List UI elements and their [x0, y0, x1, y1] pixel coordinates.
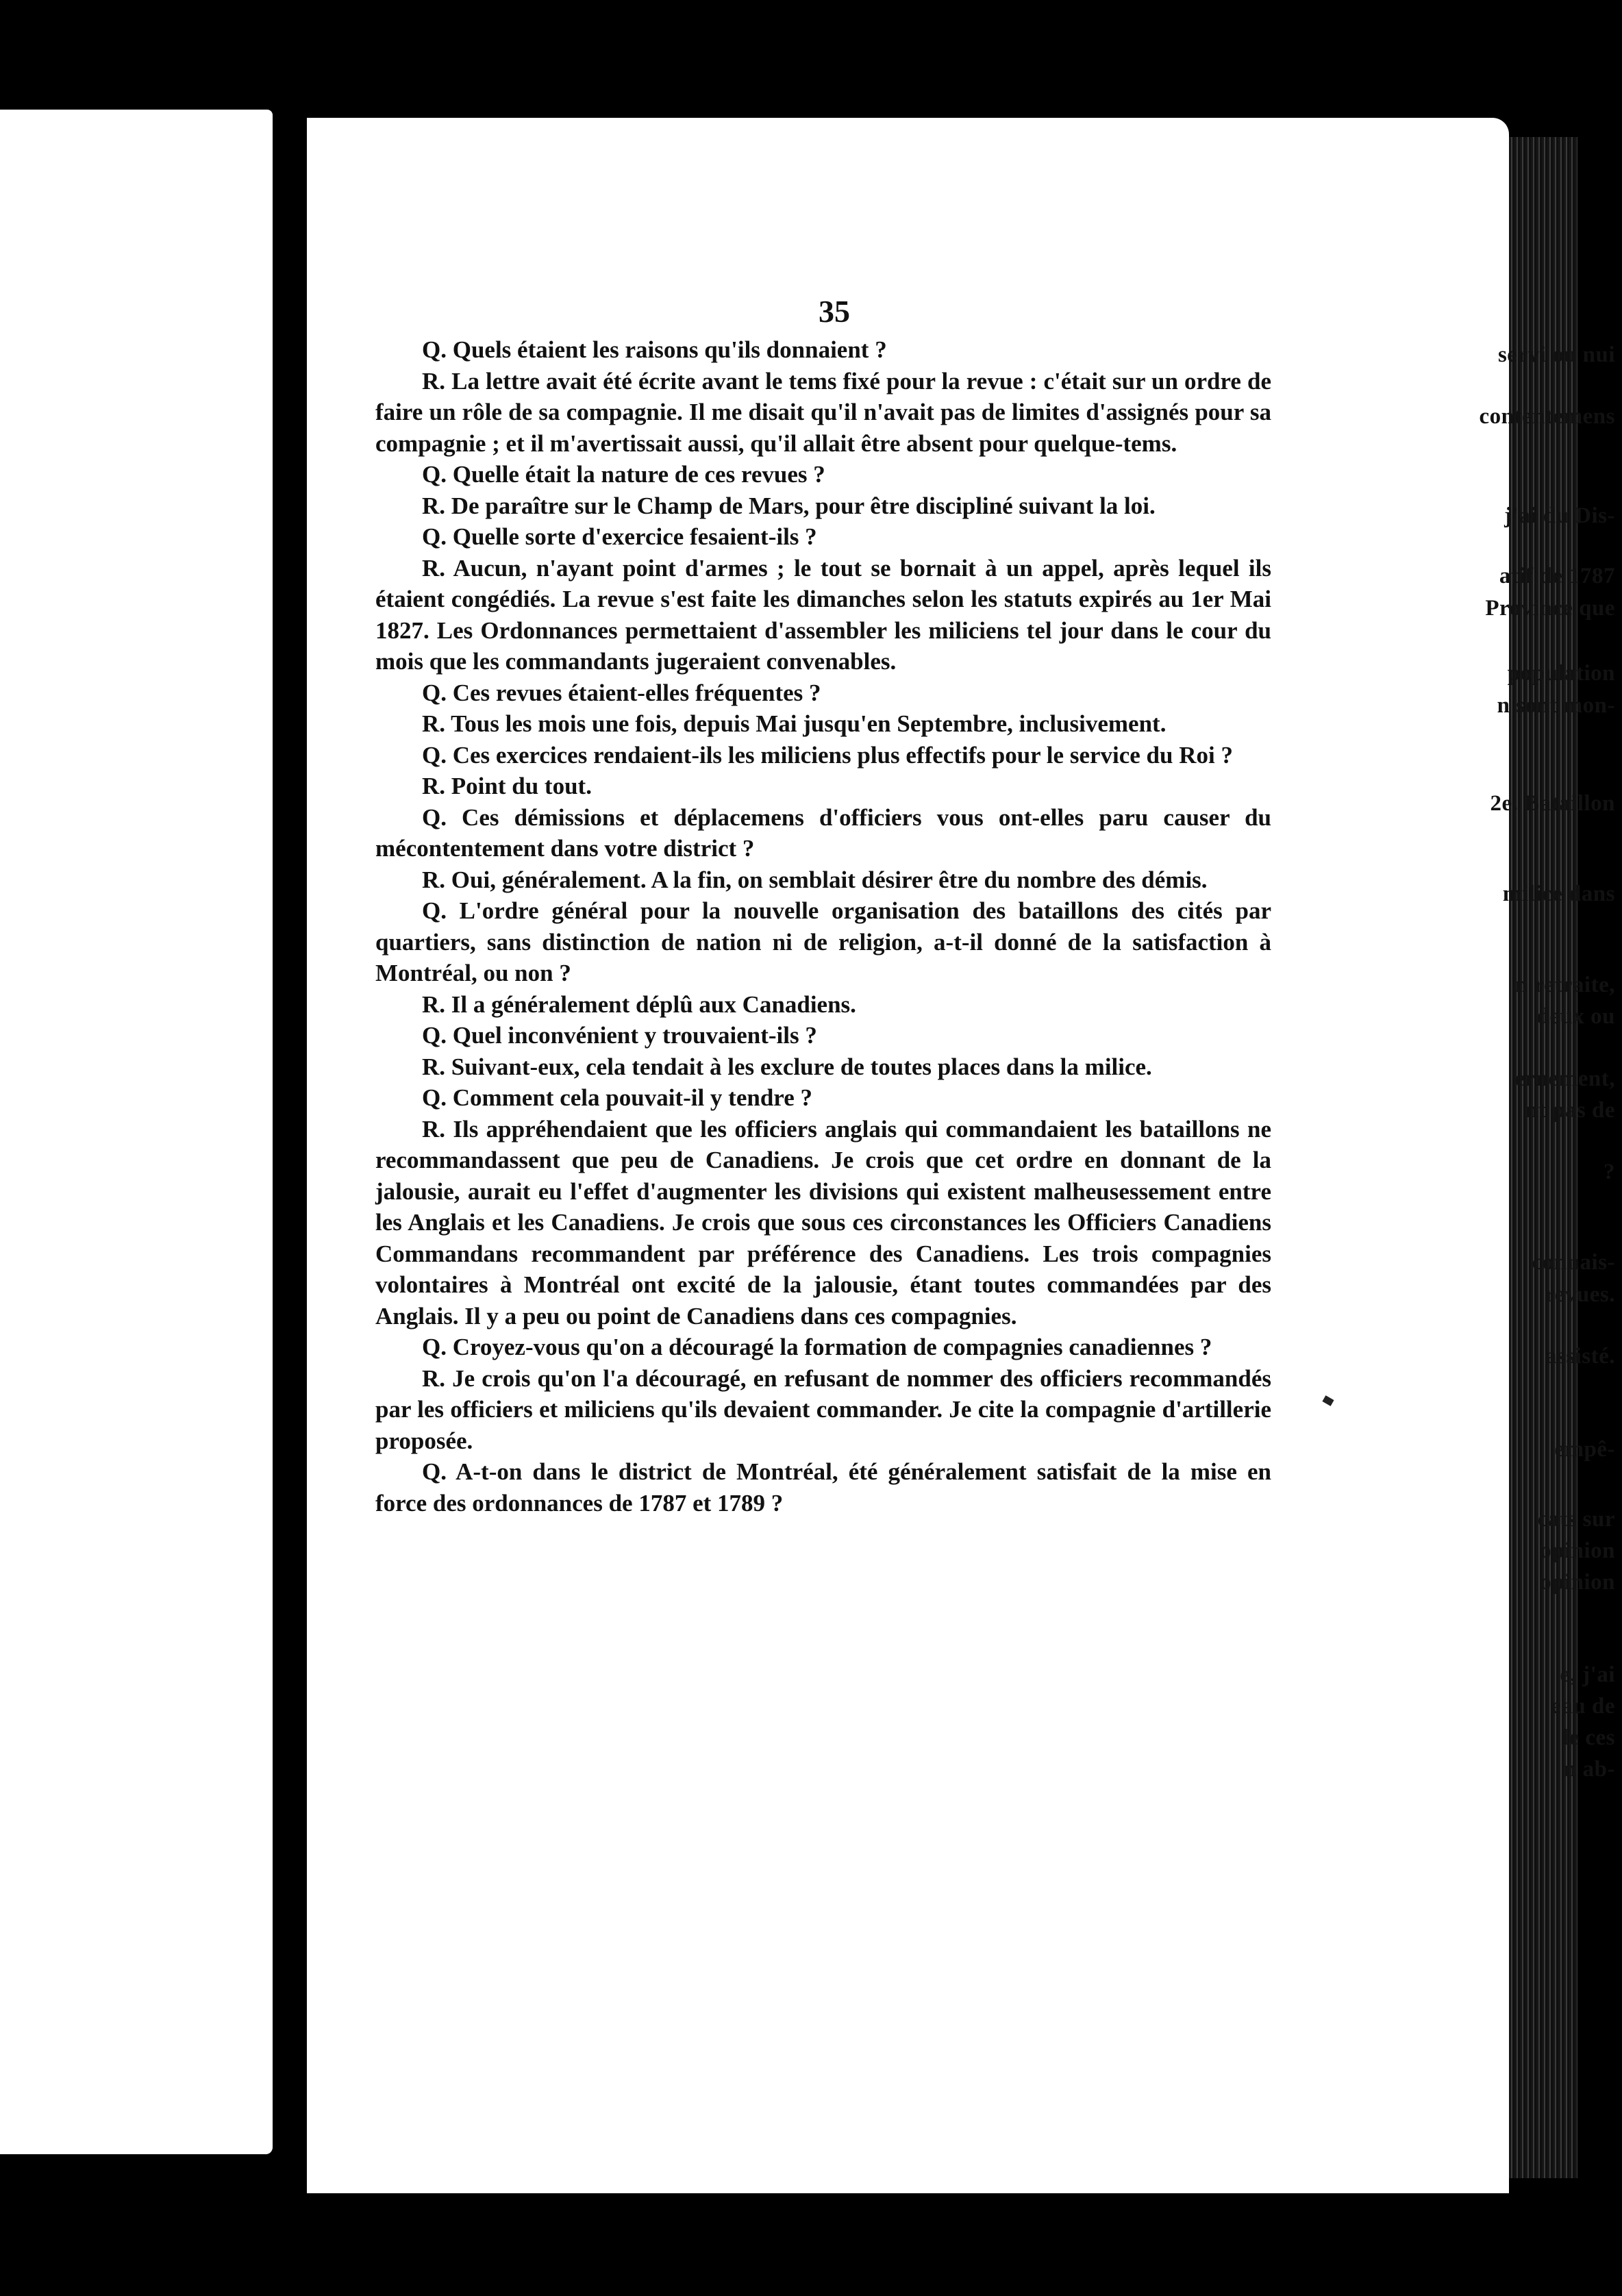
left-page-line: ernement,	[1514, 1066, 1615, 1091]
left-page-line: opinion	[1540, 1570, 1615, 1595]
answer: R. Aucun, n'ayant point d'armes ; le tout se bornait à un appel, après lequel ils étaient congédiés. La revue s'est faite les dimanches selon les statuts expirés au 1er Mai 1827. Les Ordonnances permettaient d'assembler les miliciens tel jour dans le cour du mois que les commandants jugeraient convenables.	[375, 554, 1271, 675]
question: Q. Quel inconvénient y trouvaient-ils ?	[422, 1022, 817, 1049]
left-page-line: eau de	[1551, 1694, 1615, 1719]
left-page-line: nt pas de	[1525, 1098, 1615, 1123]
page-number: 35	[819, 294, 850, 329]
left-page-line: e, j'ai	[1560, 1662, 1615, 1687]
question: Q. Ces exercices rendaient-ils les miliciens plus effectifs pour le service du Roi ?	[422, 741, 1233, 769]
left-page-line: j'ai du Dis-	[1504, 503, 1615, 528]
question: Q. Ces revues étaient-elles fréquentes ?	[422, 679, 821, 706]
left-page-line: opinion	[1540, 1538, 1615, 1563]
left-page-line: n sont mon-	[1497, 693, 1615, 718]
left-page-line: empê-	[1554, 1437, 1615, 1462]
left-page-line: n retraite,	[1515, 973, 1615, 997]
left-page-line: 2e. Bataillon	[1490, 791, 1615, 816]
answer: R. Je crois qu'on l'a découragé, en refusant de nommer des officiers recommandés par les officiers et miliciens qu'ils devaient commander. Je cite la compagnie d'artillerie proposée.	[375, 1364, 1271, 1454]
left-page-line: n ab-	[1564, 1757, 1615, 1782]
left-page-line: revues.	[1545, 1282, 1615, 1307]
left-page	[0, 110, 273, 2154]
question: Q. Quelle était la nature de ces revues ?	[422, 461, 825, 488]
answer: R. Oui, généralement. A la fin, on semblait désirer être du nombre des démis.	[422, 866, 1208, 893]
left-page-line: connais-	[1532, 1250, 1615, 1275]
question: Q. Quelle sorte d'exercice fesaient-ils ?	[422, 523, 817, 550]
question: Q. L'ordre général pour la nouvelle organisation des bataillons des cités par quartiers, sans distinction de nation ni de religion, a-t-il donné de la satisfaction à Montréal, ou non ?	[375, 897, 1271, 986]
answer: R. Tous les mois une fois, depuis Mai jusqu'en Septembre, inclusivement.	[422, 710, 1166, 737]
left-page-line: contentemens	[1479, 404, 1615, 429]
answer: R. Ils appréhendaient que les officiers anglais qui commandaient les bataillons ne recommandassent que peu de Canadiens. Je crois que cet ordre en donnant de la jalousie, aurait eu l'effet d'augmenter les divisions qui existent malheusessement entre les Anglais et les Canadiens. Je crois que sous ces circonstances les Officiers Canadiens Commandans recommandent par préférence des Canadiens. Les trois compagnies volontaires à Montréal ont excité de la jalousie, étant toutes commandées par des Anglais. Il y a peu ou point de Canadiens dans ces compagnies.	[375, 1115, 1271, 1330]
left-page-line: deux ou	[1536, 1004, 1615, 1029]
question: Q. Comment cela pouvait-il y tendre ?	[422, 1084, 812, 1111]
answer: R. Suivant-eux, cela tendait à les exclure de toutes places dans la milice.	[422, 1053, 1152, 1080]
answer: R. Point du tout.	[422, 773, 592, 799]
left-page-line: milice dans	[1502, 882, 1615, 906]
answer: R. La lettre avait été écrite avant le tems fixé pour la revue : c'était sur un ordre de faire un rôle de sa compagnie. Il me disait qu'il n'avait pas de limites d'assignés pour sa compagnie ; et il m'avertissait aussi, qu'il allait être absent pour quelque-tems.	[375, 367, 1271, 457]
left-page-line: assisté.	[1545, 1344, 1615, 1369]
book-gutter	[273, 103, 307, 2164]
left-page-line: cats sur	[1537, 1507, 1615, 1532]
left-page-line: servi ou nui	[1497, 342, 1615, 367]
answer: R. Il a généralement déplû aux Canadiens.	[422, 990, 856, 1018]
question: Q. A-t-on dans le district de Montréal, été généralement satisfait de la mise en force des ordonnances de 1787 et 1789 ?	[375, 1458, 1271, 1517]
left-page-line: population	[1507, 661, 1615, 686]
left-page-line: le ces	[1562, 1725, 1615, 1750]
page-body	[375, 334, 1271, 1519]
question: Q. Quels étaient les raisons qu'ils donnaient ?	[422, 336, 887, 363]
left-page-line: Province que	[1485, 596, 1615, 621]
answer: R. De paraître sur le Champ de Mars, pour être discipliné suivant la loi.	[422, 492, 1156, 519]
question: Q. Ces démissions et déplacemens d'officiers vous ont-elles paru causer du mécontentement dans votre district ?	[375, 803, 1271, 862]
left-page-line: ?	[1604, 1160, 1615, 1184]
left-page-line: atif de 1787	[1499, 564, 1615, 588]
page-edge-stack	[1509, 137, 1577, 2178]
question: Q. Croyez-vous qu'on a découragé la formation de compagnies canadiennes ?	[422, 1334, 1212, 1360]
